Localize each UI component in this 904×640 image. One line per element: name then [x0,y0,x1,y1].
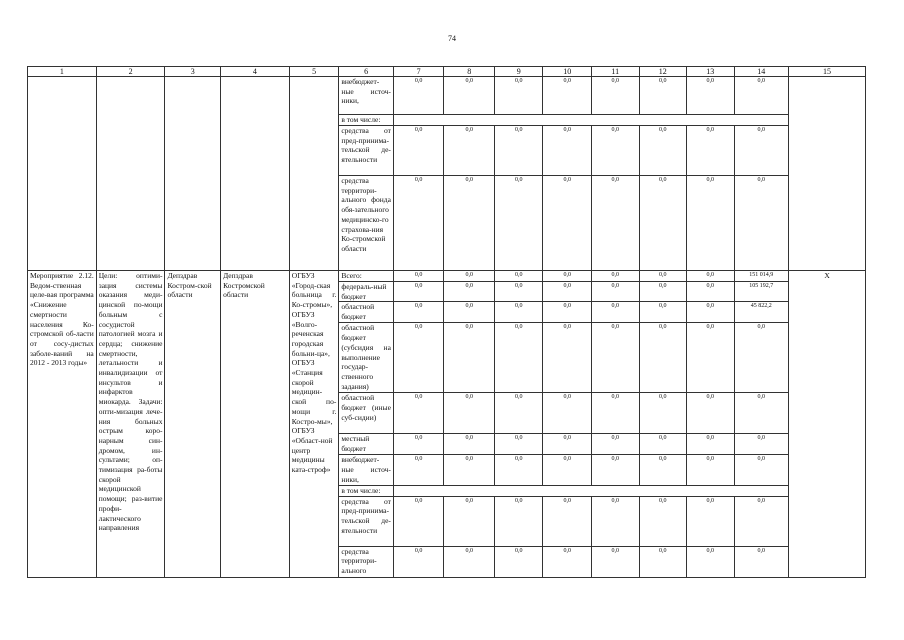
value-cell: 0,0 [687,271,735,282]
header-cell: 1 [28,67,97,77]
value-cell: 0,0 [592,393,640,434]
empty-cell-col15 [789,77,866,271]
value-cell: 0,0 [687,393,735,434]
value-cell: 0,0 [734,546,789,577]
value-cell: 0,0 [543,176,592,271]
value-cell: 0,0 [494,282,543,302]
value-cell: 0,0 [639,496,687,546]
value-cell: 0,0 [543,77,592,115]
empty-cell-col2 [96,77,165,271]
source-label: средства территори-ального [339,546,394,577]
value-cell: 0,0 [543,393,592,434]
value-cell: 0,0 [393,546,444,577]
value-cell: 151 014,9 [734,271,789,282]
value-cell: 0,0 [444,282,495,302]
value-cell: 0,0 [494,126,543,176]
value-cell: 0,0 [639,455,687,485]
header-cell: 15 [789,67,866,77]
value-cell: 0,0 [592,302,640,323]
value-cell: 0,0 [393,77,444,115]
source-label: внебюджет-ные источ-ники, [339,455,394,485]
value-cell: 0,0 [687,546,735,577]
value-cell: 0,0 [687,126,735,176]
header-cell: 14 [734,67,789,77]
value-cell: 0,0 [734,455,789,485]
value-cell: 0,0 [687,496,735,546]
value-cell: 0,0 [393,302,444,323]
value-cell: 0,0 [734,496,789,546]
empty-cell-col5 [289,77,339,271]
value-cell: 0,0 [543,302,592,323]
value-cell: 0,0 [592,282,640,302]
measure-coordinator: Депздрав Костром-ской области [165,271,221,578]
empty-value-span [393,115,788,126]
value-cell: 0,0 [444,302,495,323]
value-cell: 0,0 [393,323,444,393]
value-cell: 0,0 [444,323,495,393]
table-row [28,77,866,115]
financing-table [27,66,866,578]
value-cell: 0,0 [592,496,640,546]
value-cell: 0,0 [734,323,789,393]
source-label: областной бюджет (иные суб-сидии) [339,393,394,434]
measure-executors: ОГБУЗ «Город-ская больница г. Ко-стромы», ОГБУЗ «Волго-реченская городская больни-ца», ОГБУЗ «Станция скорой медицин-ской по-мощи г. Костро-мы», ОГБУЗ «Област-ной центр медицины ката-строф» [289,271,339,578]
value-cell: 0,0 [639,323,687,393]
source-label: областной бюджет [339,302,394,323]
page-number: 74 [448,34,456,43]
value-cell: 0,0 [639,546,687,577]
value-cell: 0,0 [639,302,687,323]
value-cell: 0,0 [592,126,640,176]
value-cell: 0,0 [543,434,592,455]
value-cell: 0,0 [734,77,789,115]
value-cell: 0,0 [687,302,735,323]
header-cell: 12 [639,67,687,77]
value-cell: 0,0 [494,302,543,323]
value-cell: 0,0 [444,455,495,485]
measure-mark: Х [789,271,866,578]
value-cell: 0,0 [444,176,495,271]
source-label: в том числе: [339,485,394,496]
header-cell: 10 [543,67,592,77]
value-cell: 0,0 [639,282,687,302]
value-cell: 0,0 [444,496,495,546]
value-cell: 0,0 [592,546,640,577]
header-cell: 11 [592,67,640,77]
source-label: внебюджет-ные источ-ники, [339,77,394,115]
source-label: федераль-ный бюджет [339,282,394,302]
value-cell: 0,0 [543,455,592,485]
empty-cell-col1 [28,77,97,271]
source-label: средства от пред-принима-тельской де-ятельности [339,496,394,546]
value-cell: 0,0 [444,77,495,115]
value-cell: 0,0 [494,323,543,393]
value-cell: 0,0 [393,176,444,271]
value-cell: 0,0 [543,126,592,176]
value-cell: 0,0 [639,271,687,282]
measure-goals: Цели: оптими-зация системы оказания меди-цинской по-мощи больным с сосудистой патологией мозга и сердца; снижение смертности, летальности и инвалидизации от инсультов и инфарктов миокарда. Задачи: опти-мизация лече-ния больных острым коро-нарным син-дромом, ин-сультами; оп-тимизация ра-боты скорой медицинской помощи; раз-витие профи-лактического направления [96,271,165,578]
source-label: средства территори-ального фонда обя-зательного медицинско-го страхова-ния Ко-стромской области [339,176,394,271]
value-cell: 0,0 [393,455,444,485]
empty-value-span [393,485,788,496]
value-cell: 0,0 [444,434,495,455]
header-cell: 5 [289,67,339,77]
value-cell: 0,0 [494,496,543,546]
value-cell: 0,0 [734,434,789,455]
header-cell: 13 [687,67,735,77]
source-label: Всего: [339,271,394,282]
header-cell: 7 [393,67,444,77]
value-cell: 0,0 [639,126,687,176]
value-cell: 0,0 [687,282,735,302]
value-cell: 0,0 [734,393,789,434]
header-cell: 9 [494,67,543,77]
value-cell: 0,0 [687,323,735,393]
value-cell: 0,0 [734,176,789,271]
value-cell: 0,0 [592,176,640,271]
value-cell: 0,0 [494,393,543,434]
value-cell: 0,0 [639,434,687,455]
value-cell: 0,0 [393,126,444,176]
value-cell: 0,0 [639,77,687,115]
value-cell: 0,0 [687,434,735,455]
value-cell: 0,0 [444,271,495,282]
value-cell: 105 192,7 [734,282,789,302]
header-cell: 3 [165,67,221,77]
value-cell: 0,0 [543,282,592,302]
value-cell: 0,0 [393,496,444,546]
value-cell: 0,0 [444,393,495,434]
value-cell: 0,0 [687,176,735,271]
value-cell: 0,0 [494,77,543,115]
value-cell: 0,0 [592,434,640,455]
header-cell: 4 [221,67,290,77]
value-cell: 0,0 [543,546,592,577]
header-row [28,67,866,77]
empty-cell-col4 [221,77,290,271]
value-cell: 0,0 [543,496,592,546]
value-cell: 0,0 [592,455,640,485]
source-label: средства от пред-принима-тельской де-ятельности [339,126,394,176]
header-cell: 2 [96,67,165,77]
source-label: местный бюджет [339,434,394,455]
value-cell: 0,0 [639,176,687,271]
value-cell: 0,0 [687,455,735,485]
source-label: областной бюджет (субсидия на выполнение государ-ственного задания) [339,323,394,393]
value-cell: 45 822,2 [734,302,789,323]
value-cell: 0,0 [592,271,640,282]
measure-title: Мероприятие 2.12. Ведом-ственная целе-вая программа «Снижение смертности населения Ко-стромской об-ласти от сосу-дистых заболе-ваний на 2012 - 2013 годы» [28,271,97,578]
value-cell: 0,0 [393,271,444,282]
value-cell: 0,0 [494,455,543,485]
value-cell: 0,0 [592,323,640,393]
value-cell: 0,0 [494,546,543,577]
value-cell: 0,0 [687,77,735,115]
value-cell: 0,0 [444,126,495,176]
value-cell: 0,0 [393,282,444,302]
header-cell: 6 [339,67,394,77]
header-cell: 8 [444,67,495,77]
value-cell: 0,0 [734,126,789,176]
value-cell: 0,0 [543,323,592,393]
value-cell: 0,0 [639,393,687,434]
source-label: в том числе: [339,115,394,126]
empty-cell-col3 [165,77,221,271]
value-cell: 0,0 [393,393,444,434]
value-cell: 0,0 [543,271,592,282]
value-cell: 0,0 [494,434,543,455]
value-cell: 0,0 [393,434,444,455]
table-row [28,271,866,282]
value-cell: 0,0 [592,77,640,115]
value-cell: 0,0 [494,271,543,282]
value-cell: 0,0 [444,546,495,577]
value-cell: 0,0 [494,176,543,271]
measure-responsible: Депздрав Костромской области [221,271,290,578]
